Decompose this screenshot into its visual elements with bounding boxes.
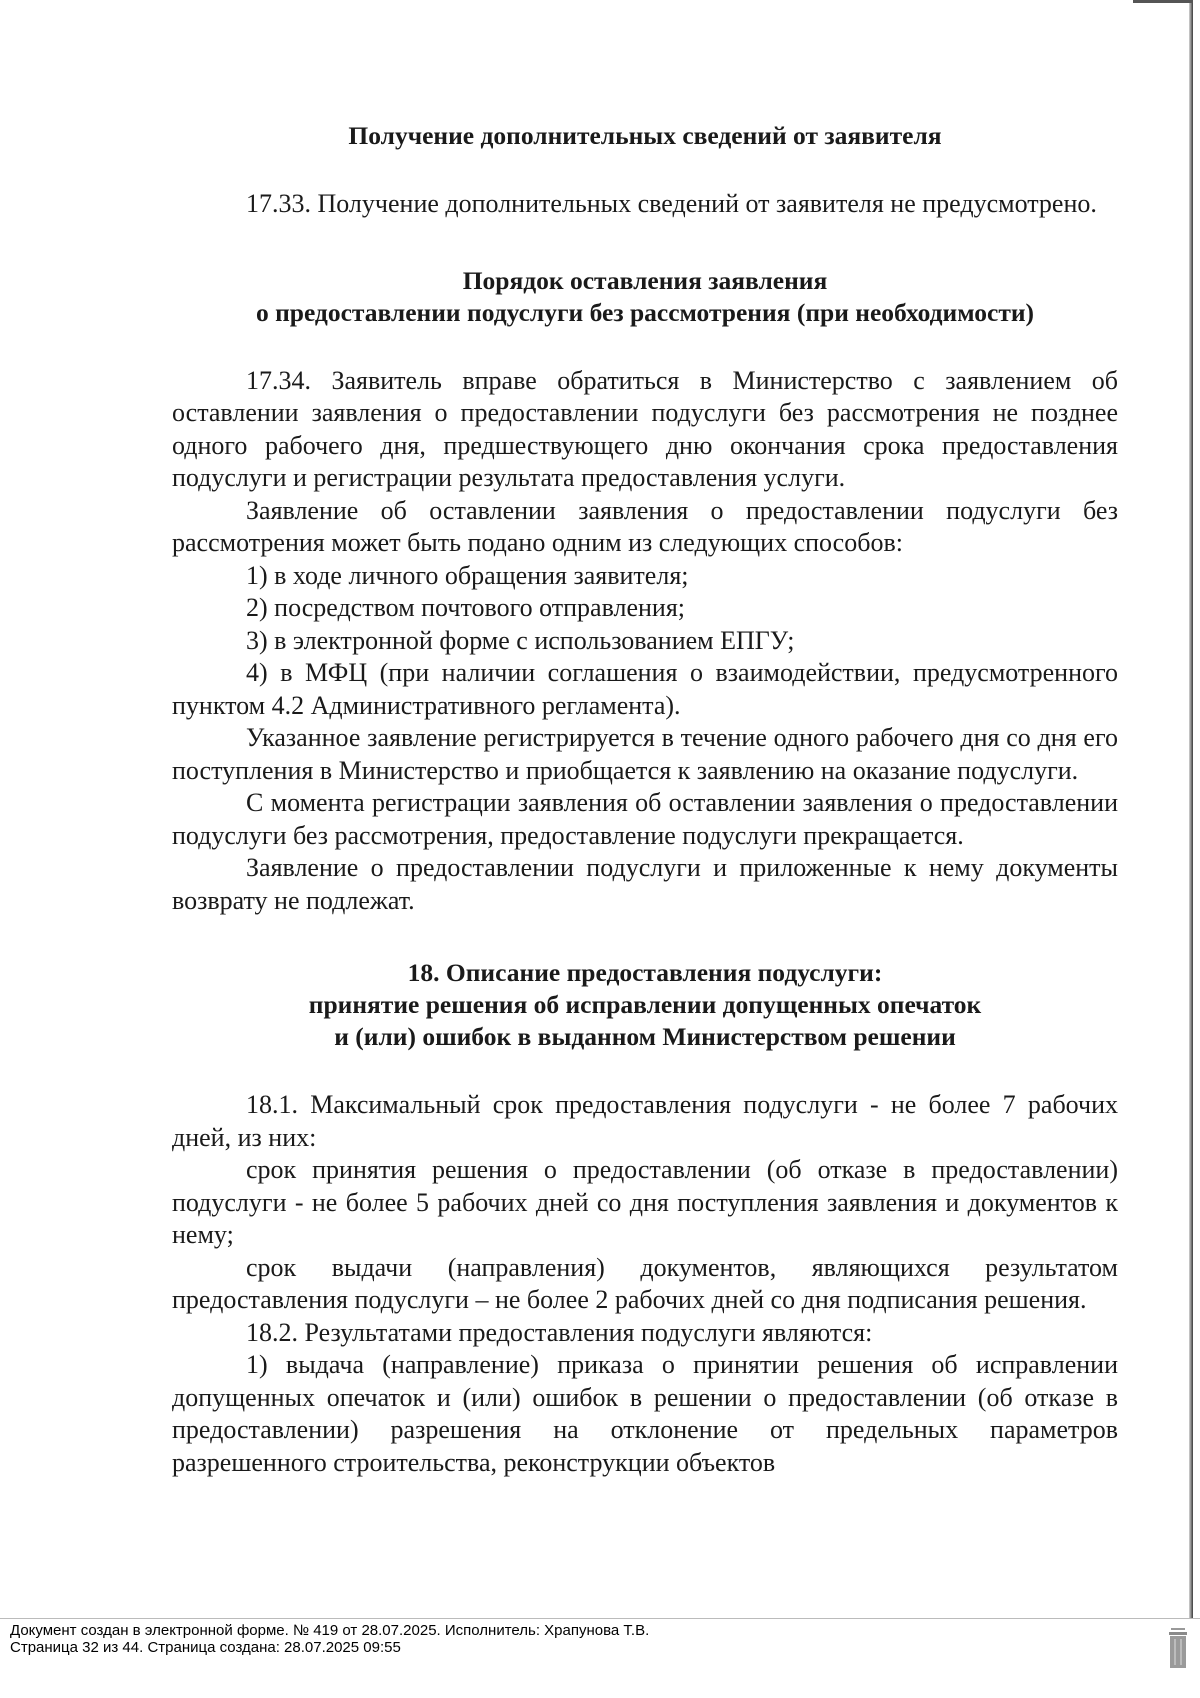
trash-icon <box>1168 1626 1188 1670</box>
list-item: 3) в электронной форме с использованием ЕПГУ; <box>246 625 795 655</box>
paragraph: С момента регистрации заявления об оставлении заявления о предоставлении подуслуги без рассмотрения, предоставление подуслуги прекращается. <box>172 788 1118 850</box>
footer <box>10 1622 649 1656</box>
heading-line: о предоставлении подуслуги без рассмотрения (при необходимости) <box>255 297 1035 327</box>
section-heading <box>172 265 1118 329</box>
scan-edge <box>1189 0 1193 1618</box>
list-item: 1) выдача (направление) приказа о принятии решения об исправлении допущенных опечаток и (или) ошибок в решении о предоставлении (об отказе в предоставлении) разрешения на отклонение от предельных параметров разрешенного строительства, реконструкции объектов <box>172 1350 1118 1477</box>
heading-line: и (или) ошибок в выданном Министерством решении <box>334 1022 956 1051</box>
paragraph: 17.33. Получение дополнительных сведений от заявителя не предусмотрено. <box>246 189 1097 218</box>
footer-line-2: Страница 32 из 44. Страница создана: 28.07.2025 09:55 <box>10 1639 401 1656</box>
heading-line: Порядок оставления заявления <box>462 265 828 295</box>
paragraph: 17.34. Заявитель вправе обратиться в Министерство с заявлением об оставлении заявления о предоставлении подуслуги без рассмотрения не позднее одного рабочего дня, предшествующего дню окончания срока предоставления подуслуги и регистрации результата предоставления услуги. <box>172 365 1118 492</box>
section-heading <box>172 957 1118 1053</box>
heading-line: Получение дополнительных сведений от заявителя <box>348 121 942 150</box>
paragraph: Заявление о предоставлении подуслуги и приложенные к нему документы возврату не подлежат. <box>172 853 1118 915</box>
paragraph: 18.2. Результатами предоставления подуслуги являются: <box>246 1317 873 1347</box>
paragraph: 18.1. Максимальный срок предоставления подуслуги - не более 7 рабочих дней, из них: <box>172 1090 1118 1152</box>
footer-line-1: Документ создан в электронной форме. № 419 от 28.07.2025. Исполнитель: Храпунова Т.В. <box>10 1622 650 1639</box>
paragraph: Заявление об оставлении заявления о предоставлении подуслуги без рассмотрения может быть подано одним из следующих способов: <box>172 495 1118 557</box>
section-heading <box>172 120 1118 152</box>
document-page <box>172 120 1118 1479</box>
paragraph: срок принятия решения о предоставлении (об отказе в предоставлении) подуслуги - не более 5 рабочих дней со дня поступления заявления и документов к нему; <box>172 1155 1118 1249</box>
paragraph: Указанное заявление регистрируется в течение одного рабочего дня со дня его поступления в Министерство и приобщается к заявлению на оказание подуслуги. <box>172 723 1118 785</box>
heading-line: 18. Описание предоставления подуслуги: <box>407 958 883 987</box>
scan-edge-top <box>1133 0 1193 3</box>
footer-divider <box>0 1618 1200 1619</box>
list-item: 1) в ходе личного обращения заявителя; <box>246 560 689 590</box>
list-item: 2) посредством почтового отправления; <box>246 593 686 622</box>
paragraph: срок выдачи (направления) документов, являющихся результатом предоставления подуслуги – не более 2 рабочих дней со дня подписания решения. <box>172 1252 1118 1314</box>
list-item: 4) в МФЦ (при наличии соглашения о взаимодействии, предусмотренного пунктом 4.2 Административного регламента). <box>172 658 1118 720</box>
heading-line: принятие решения об исправлении допущенных опечаток <box>308 990 982 1019</box>
